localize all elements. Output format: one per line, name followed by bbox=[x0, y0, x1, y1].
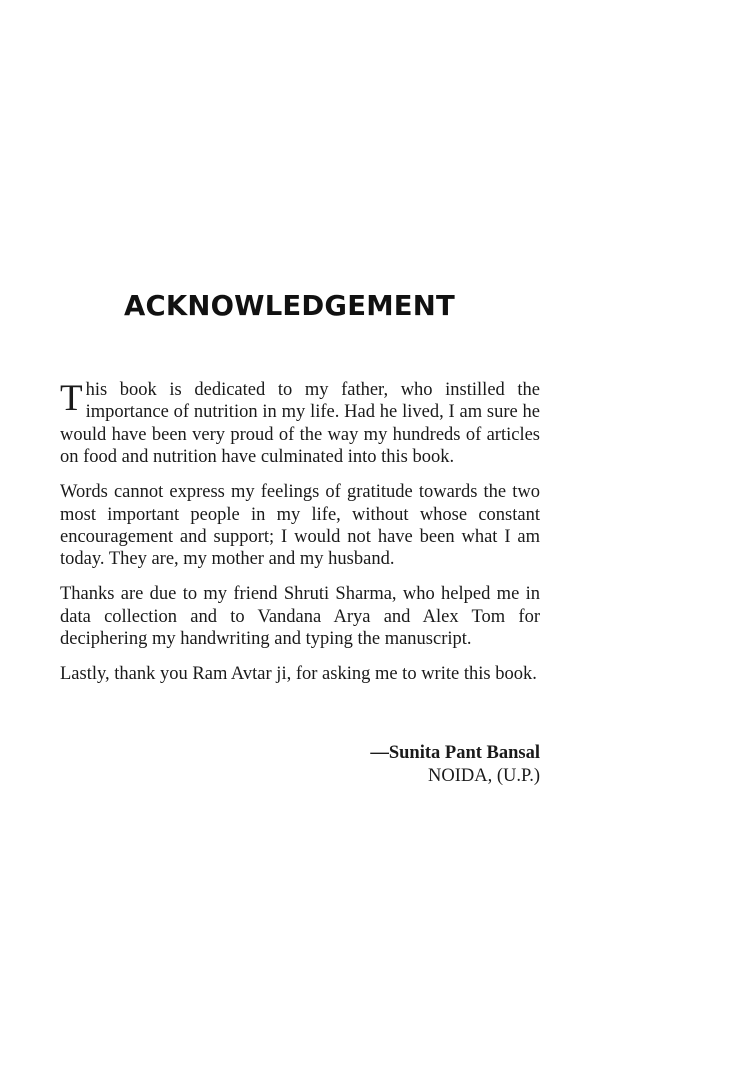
paragraph-dedication bbox=[60, 379, 540, 469]
author-name: —Sunita Pant Bansal bbox=[370, 743, 540, 763]
paragraph-gratitude: Words cannot express my feelings of gratitude towards the two most important people in my life, without whose constant encouragement and support; I would not have been what I am today. They are, my mother and my husband. bbox=[60, 482, 540, 570]
author-location: NOIDA, (U.P.) bbox=[427, 766, 540, 786]
paragraph-thanks: Thanks are due to my friend Shruti Sharma, who helped me in data collection and to Vandana Arya and Alex Tom for deciphering my handwriting and typing the manuscript. bbox=[60, 584, 540, 650]
signature-block bbox=[300, 742, 540, 788]
acknowledgement-body bbox=[60, 379, 540, 698]
paragraph-closing: Lastly, thank you Ram Avtar ji, for asking me to write this book. bbox=[60, 663, 537, 684]
drop-cap: T bbox=[60, 378, 83, 419]
page-title: ACKNOWLEDGEMENT bbox=[124, 290, 455, 322]
paragraph-dedication-text: his book is dedicated to my father, who instilled the importance of nutrition in my life. Had he lived, I am sure he would have been very proud of the way my hundreds of articles on food and nutrition have culminated into this book. bbox=[60, 380, 540, 468]
